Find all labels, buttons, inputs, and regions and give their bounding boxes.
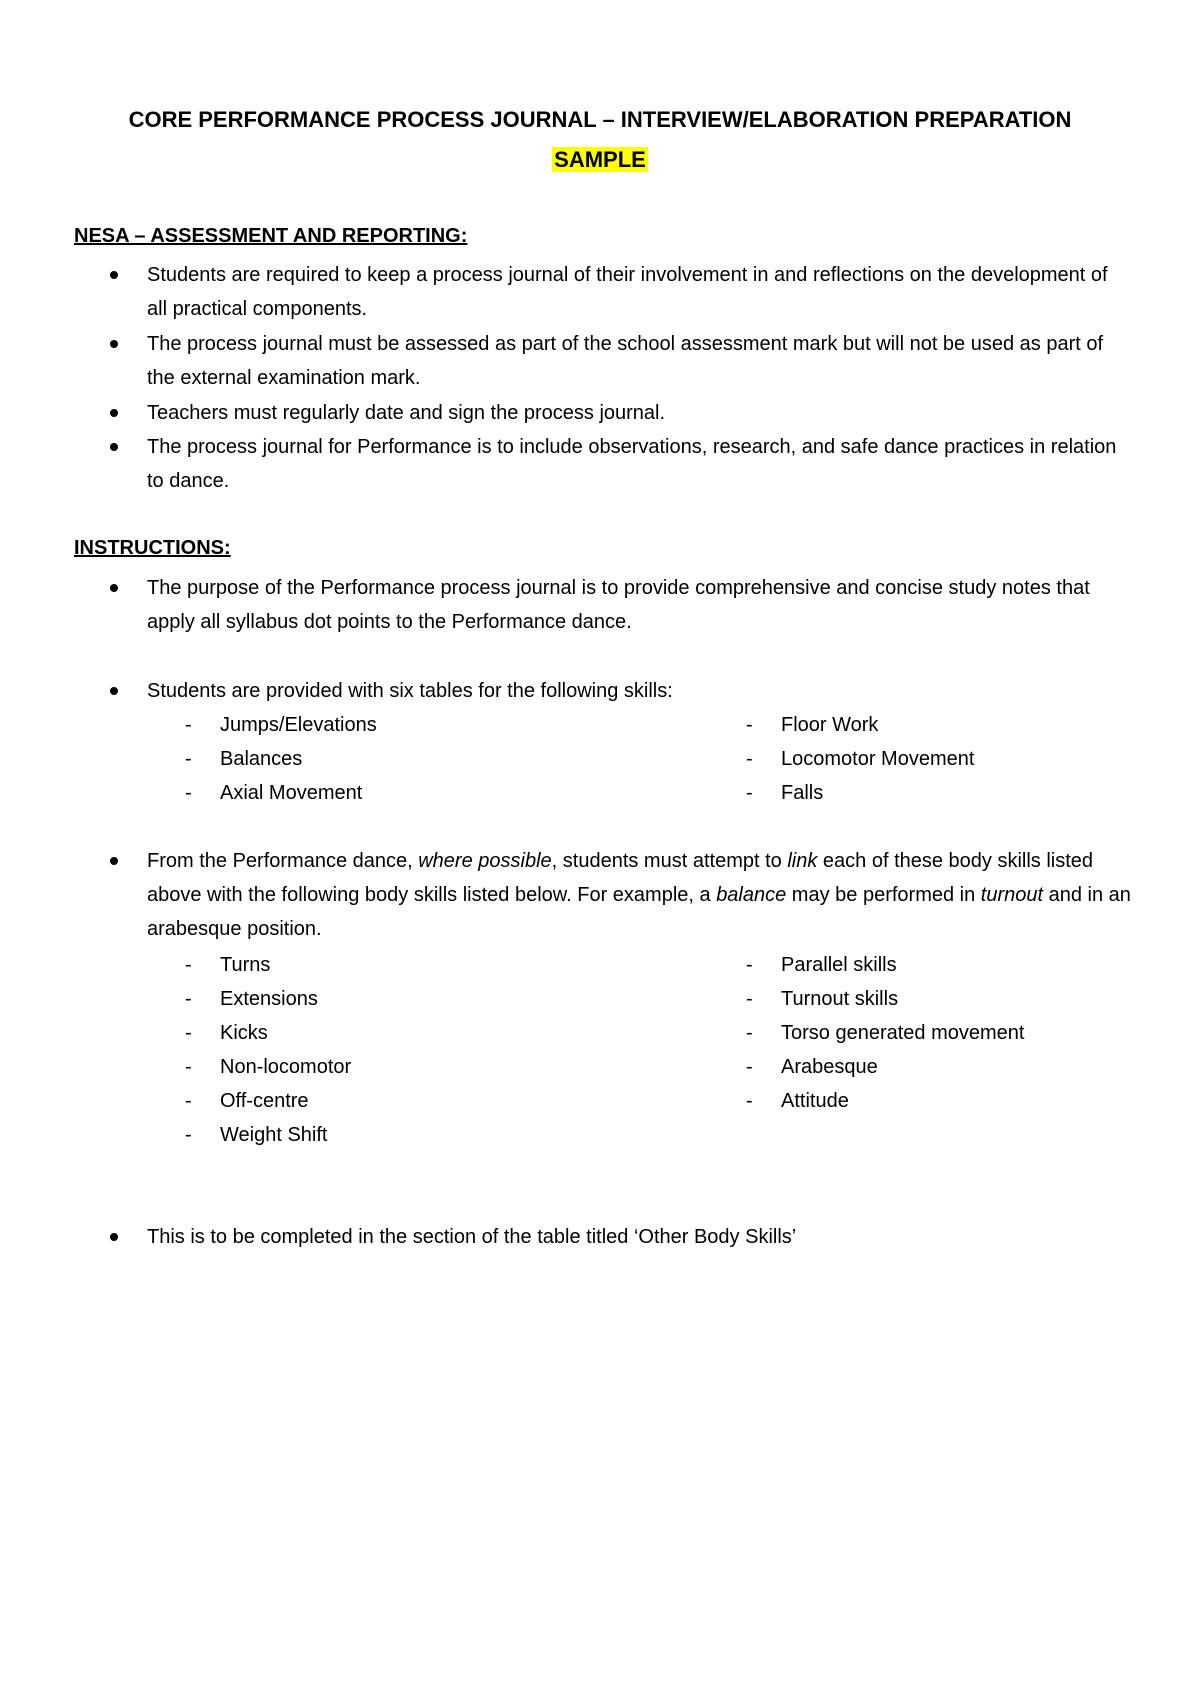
- instructions-bullet-1: The purpose of the Performance process journal is to provide comprehensive and concise study notes that apply all syllabus dot points to the Performance dance.: [147, 577, 1090, 633]
- skill-item: Falls: [781, 782, 824, 804]
- dash-marker: -: [746, 1090, 753, 1112]
- nesa-bullet-2: The process journal must be assessed as part of the school assessment mark but will not be used as part of the external examination mark.: [147, 333, 1104, 389]
- nesa-bullet-3: Teachers must regularly date and sign the process journal.: [147, 402, 666, 424]
- body-skill-item: Kicks: [220, 1022, 268, 1044]
- dash-marker: -: [185, 748, 192, 770]
- italic-run: turnout: [980, 884, 1044, 906]
- bullet-icon: [110, 857, 118, 865]
- bullet-icon: [110, 687, 118, 695]
- dash-marker: -: [185, 782, 192, 804]
- dash-marker: -: [185, 1056, 192, 1078]
- body-skill-item: Off-centre: [220, 1090, 309, 1112]
- skill-item: Locomotor Movement: [781, 748, 975, 770]
- sample-highlight: SAMPLE: [554, 147, 646, 172]
- body-skill-item: Extensions: [220, 988, 318, 1010]
- dash-marker: -: [746, 1056, 753, 1078]
- skill-item: Balances: [220, 748, 303, 770]
- dash-marker: -: [746, 988, 753, 1010]
- dash-marker: -: [185, 1090, 192, 1112]
- nesa-bullet-1: Students are required to keep a process journal of their involvement in and reflections on the development of all practical components.: [147, 264, 1108, 320]
- skill-item: Axial Movement: [220, 782, 363, 804]
- italic-run: where possible: [418, 850, 552, 872]
- italic-run: balance: [716, 884, 787, 906]
- text-run: From the Performance dance,: [147, 850, 419, 872]
- body-skill-item: Weight Shift: [220, 1124, 328, 1146]
- bullet-icon: [110, 1233, 118, 1241]
- bullet-icon: [110, 409, 118, 417]
- instructions-bullet-3: [147, 844, 1132, 946]
- dash-marker: -: [185, 988, 192, 1010]
- bullet-icon: [110, 443, 118, 451]
- body-skill-item: Turnout skills: [781, 988, 899, 1010]
- dash-marker: -: [746, 748, 753, 770]
- text-run: and in an arabesque position.: [147, 884, 1131, 940]
- dash-marker: -: [746, 954, 753, 976]
- text-run: each of these body skills listed above with the following body skills listed below. For example, a: [147, 850, 1094, 906]
- body-skill-item: Arabesque: [781, 1056, 878, 1078]
- dash-marker: -: [746, 782, 753, 804]
- dash-marker: -: [185, 1124, 192, 1146]
- document-title: CORE PERFORMANCE PROCESS JOURNAL – INTERVIEW/ELABORATION PREPARATION: [128, 107, 1072, 132]
- skill-item: Floor Work: [781, 714, 879, 736]
- body-skill-item: Turns: [220, 954, 271, 976]
- body-skill-item: Torso generated movement: [781, 1022, 1025, 1044]
- bullet-icon: [110, 271, 118, 279]
- dash-marker: -: [746, 1022, 753, 1044]
- dash-marker: -: [185, 714, 192, 736]
- instructions-bullet-2: Students are provided with six tables for the following skills:: [147, 680, 673, 702]
- bullet-icon: [110, 340, 118, 348]
- sample-label-row: [0, 140, 1200, 180]
- body-skill-item: Non-locomotor: [220, 1056, 352, 1078]
- text-run: may be performed in: [786, 884, 981, 906]
- dash-marker: -: [185, 1022, 192, 1044]
- nesa-bullet-4: The process journal for Performance is to include observations, research, and safe dance practices in relation to dance.: [147, 436, 1117, 492]
- body-skill-item: Parallel skills: [781, 954, 897, 976]
- instructions-bullet-4: This is to be completed in the section of the table titled ‘Other Body Skills’: [147, 1226, 797, 1248]
- bullet-icon: [110, 584, 118, 592]
- instructions-heading: INSTRUCTIONS:: [74, 537, 231, 559]
- italic-run: link: [787, 850, 818, 872]
- nesa-heading: NESA – ASSESSMENT AND REPORTING:: [74, 225, 468, 247]
- skill-item: Jumps/Elevations: [220, 714, 377, 736]
- text-run: , students must attempt to: [551, 850, 788, 872]
- dash-marker: -: [185, 954, 192, 976]
- dash-marker: -: [746, 714, 753, 736]
- body-skill-item: Attitude: [781, 1090, 849, 1112]
